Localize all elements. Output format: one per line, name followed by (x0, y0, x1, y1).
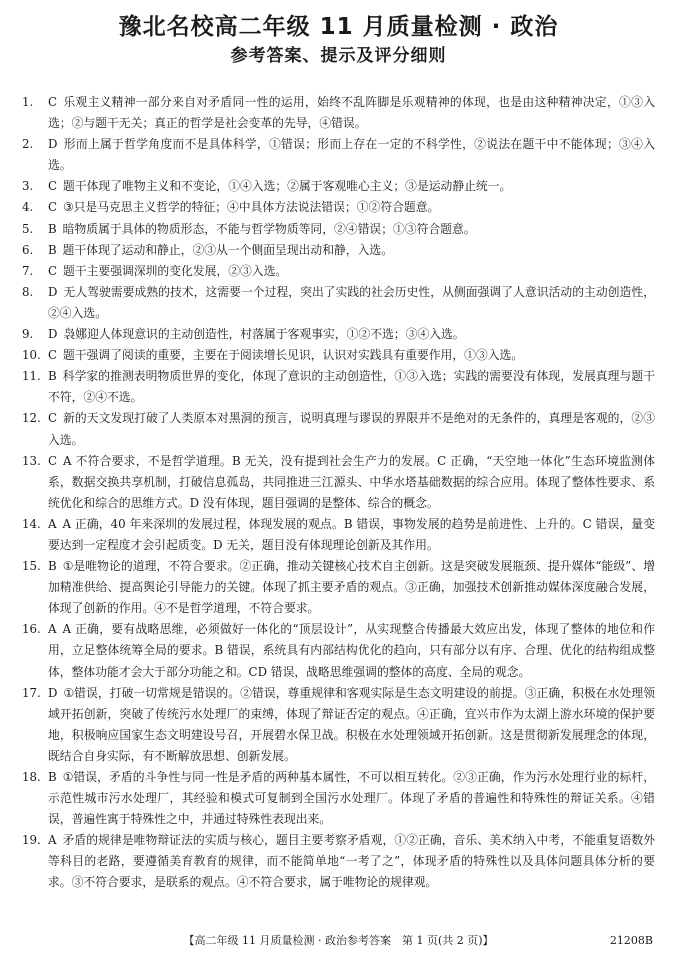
answer-explanation: A 正确，要有战略思维，必须做好一体化的“顶层设计”，从实现整合传播最大效应出发，体现了整体的地位和作用，立足整体统筹全局的要求。B 错误，系统具有内部结构优化的趋向，只有部分以有序、合理、优化的结构组成整体，整体功能才会大于部分功能之和。CD 错误，战略思维强调的整体的高度、全局的观念。 (48, 622, 655, 679)
footer-page-info: 【高二年级 11 月质量检测 · 政治参考答案 第 1 页(共 2 页)】 (183, 934, 494, 947)
answer-key: C (48, 411, 58, 426)
answer-explanation: ①错误，打破一切常规是错误的。②错误，尊重规律和客观实际是生态文明建设的前提。③正确，积极在水处理领域开拓创新，突破了传统污水处理厂的束缚，体现了辩证否定的观点。④正确，宜兴市作为太湖上游水环境的保护要地，积极响应国家生态文明建设号召，开展碧水保卫战。积极在水处理领域开拓创新。这是贯彻新发展理念的体现，既结合自身实际，有不断解放思想、创新发展。 (48, 685, 655, 763)
answer-explanation: 袅娜迎人体现意识的主动创造性，村落属于客观事实，①②不选；③④入选。 (63, 327, 465, 342)
answer-key: C (48, 200, 58, 215)
answer-explanation: 矛盾的规律是唯物辩证法的实质与核心，题目主要考察矛盾观，①②正确，音乐、美术纳入中考，不能重复语数外等科目的老路，要遵循美育教育的规律，而不能简单地“一考了之”，体现矛盾的特殊性以及具体问题具体分析的要求。③不符合要求，是联系的观点。④不符合要求，属于唯物论的规律观。 (48, 833, 655, 890)
answer-number: 17. (22, 685, 41, 700)
answer-item (22, 219, 655, 240)
answer-number: 10. (22, 348, 41, 363)
answer-key: D (48, 284, 58, 299)
answer-number: 16. (22, 622, 41, 637)
answer-key: C (48, 95, 58, 109)
answer-number: 7. (22, 263, 34, 278)
answer-key: D (48, 137, 58, 152)
answer-list (22, 92, 655, 894)
answer-explanation: ①是唯物论的道理，不符合要求。②正确，推动关键核心技术自主创新。这是突破发展瓶颈、提升媒体“能级”、增加精准供给、提高舆论引导能力的关键。体现了抓主要矛盾的观点。③正确，加强技术创新推动媒体深度融合发展，体现了创新的作用。④不是哲学道理，不符合要求。 (48, 559, 655, 616)
answer-number: 19. (22, 833, 41, 848)
answer-number: 13. (22, 453, 41, 468)
answer-item (22, 261, 655, 282)
answer-item (22, 366, 655, 408)
answer-number: 4. (22, 200, 34, 215)
answer-item (22, 282, 655, 324)
answer-number: 15. (22, 559, 41, 574)
answer-item (22, 134, 655, 176)
answer-explanation: ①错误，矛盾的斗争性与同一性是矛盾的两种基本属性，不可以相互转化。②③正确，作为污水处理行业的标杆，示范性城市污水处理厂，其经验和模式可复制到全国污水处理厂。体现了矛盾的普遍性和特殊性的辩证关系。④错误，普遍性寓于特殊性之中，并通过特殊性表现出来。 (48, 770, 655, 827)
answer-key: C (48, 179, 58, 194)
answer-item (22, 556, 655, 619)
answer-item (22, 197, 655, 218)
answer-number: 5. (22, 221, 34, 236)
answer-key: A (48, 516, 57, 531)
answer-key: A (48, 622, 57, 637)
answer-explanation: 新的天文发现打破了人类原本对黑洞的预言，说明真理与谬误的界限并不是绝对的无条件的，真理是客观的，②③入选。 (48, 411, 655, 447)
answer-key: A (48, 833, 57, 848)
answer-item (22, 324, 655, 345)
answer-item (22, 240, 655, 261)
answer-number: 12. (22, 411, 41, 426)
answer-explanation: A 不符合要求，不是哲学道理。B 无关，没有提到社会生产力的发展。C 正确，“天空地一体化”生态环境监测体系，数据交换共享机制，打破信息孤岛，共同推进三江源头、中华水塔基础数据的综合应用。体现了整体性要求、系统优化和综合的思维方式。D 没有体现，题目强调的是整体、综合的概念。 (48, 453, 655, 510)
answer-explanation: ③只是马克思主义哲学的特征；④中具体方法说法错误；①②符合题意。 (63, 200, 440, 215)
answer-item (22, 830, 655, 893)
answer-key: B (48, 559, 57, 574)
answer-number: 8. (22, 284, 34, 299)
answer-explanation: 形而上属于哲学角度而不是具体科学，①错误；形而上存在一定的不科学性，②说法在题干中不能体现；③④入选。 (48, 137, 655, 173)
answer-explanation: 无人驾驶需要成熟的技术，这需要一个过程，突出了实践的社会历史性，从侧面强调了人意识活动的主动创造性，②④入选。 (48, 284, 655, 320)
answer-item (22, 767, 655, 830)
answer-explanation: 科学家的推测表明物质世界的变化，体现了意识的主动创造性，①③入选；实践的需要没有体现，发展真理与题干不符，②④不选。 (48, 369, 655, 405)
answer-number: 14. (22, 516, 41, 531)
answer-number: 1. (22, 95, 34, 109)
document-title: 豫北名校高二年级 11 月质量检测 · 政治 (118, 14, 559, 40)
answer-item (22, 92, 655, 134)
answer-key: D (48, 685, 58, 700)
page-footer (0, 933, 677, 949)
answer-explanation: A 正确，40 年来深圳的发展过程，体现发展的观点。B 错误，事物发展的趋势是前进性、上升的。C 错误，量变要达到一定程度才会引起质变。D 无关，题目没有体现理论创新及其作用。 (48, 516, 655, 552)
answer-number: 18. (22, 770, 41, 784)
answer-key: D (48, 327, 58, 342)
answer-item (22, 683, 655, 767)
answer-key: C (48, 348, 58, 363)
answer-explanation: 乐观主义精神一部分来自对矛盾同一性的运用，始终不乱阵脚是乐观精神的体现，也是由这种精神决定，①③入选；②与题干无关；真正的哲学是社会变革的先导，④错误。 (48, 95, 655, 131)
footer-paper-code: 21208B (609, 934, 653, 947)
answer-key: C (48, 453, 58, 468)
answer-item (22, 514, 655, 556)
answer-number: 6. (22, 242, 34, 257)
answer-key: B (48, 369, 57, 384)
answer-key: C (48, 263, 58, 278)
answer-explanation: 题干体现了运动和静止，②③从一个侧面呈现出动和静，入选。 (62, 242, 393, 257)
answer-explanation: 题干体现了唯物主义和不变论，①④入选；②属于客观唯心主义；③是运动静止统一。 (63, 179, 512, 194)
answer-item (22, 176, 655, 197)
answer-number: 9. (22, 327, 34, 342)
answer-number: 3. (22, 179, 34, 194)
answer-item (22, 619, 655, 682)
answer-key: B (48, 242, 57, 257)
answer-explanation: 题干强调了阅读的重要，主要在于阅读增长见识，认识对实践具有重要作用，①③入选。 (63, 348, 524, 363)
answer-key: B (48, 221, 57, 236)
answer-explanation: 暗物质属于具体的物质形态，不能与哲学物质等同，②④错误；①③符合题意。 (62, 221, 476, 236)
answer-explanation: 题干主要强调深圳的变化发展，②③入选。 (63, 263, 288, 278)
answer-number: 11. (22, 369, 41, 384)
answer-number: 2. (22, 137, 34, 152)
answer-item (22, 451, 655, 514)
document-subtitle: 参考答案、提示及评分细则 (230, 46, 447, 66)
answer-item (22, 408, 655, 450)
answer-key: B (48, 770, 57, 784)
answer-item (22, 345, 655, 366)
